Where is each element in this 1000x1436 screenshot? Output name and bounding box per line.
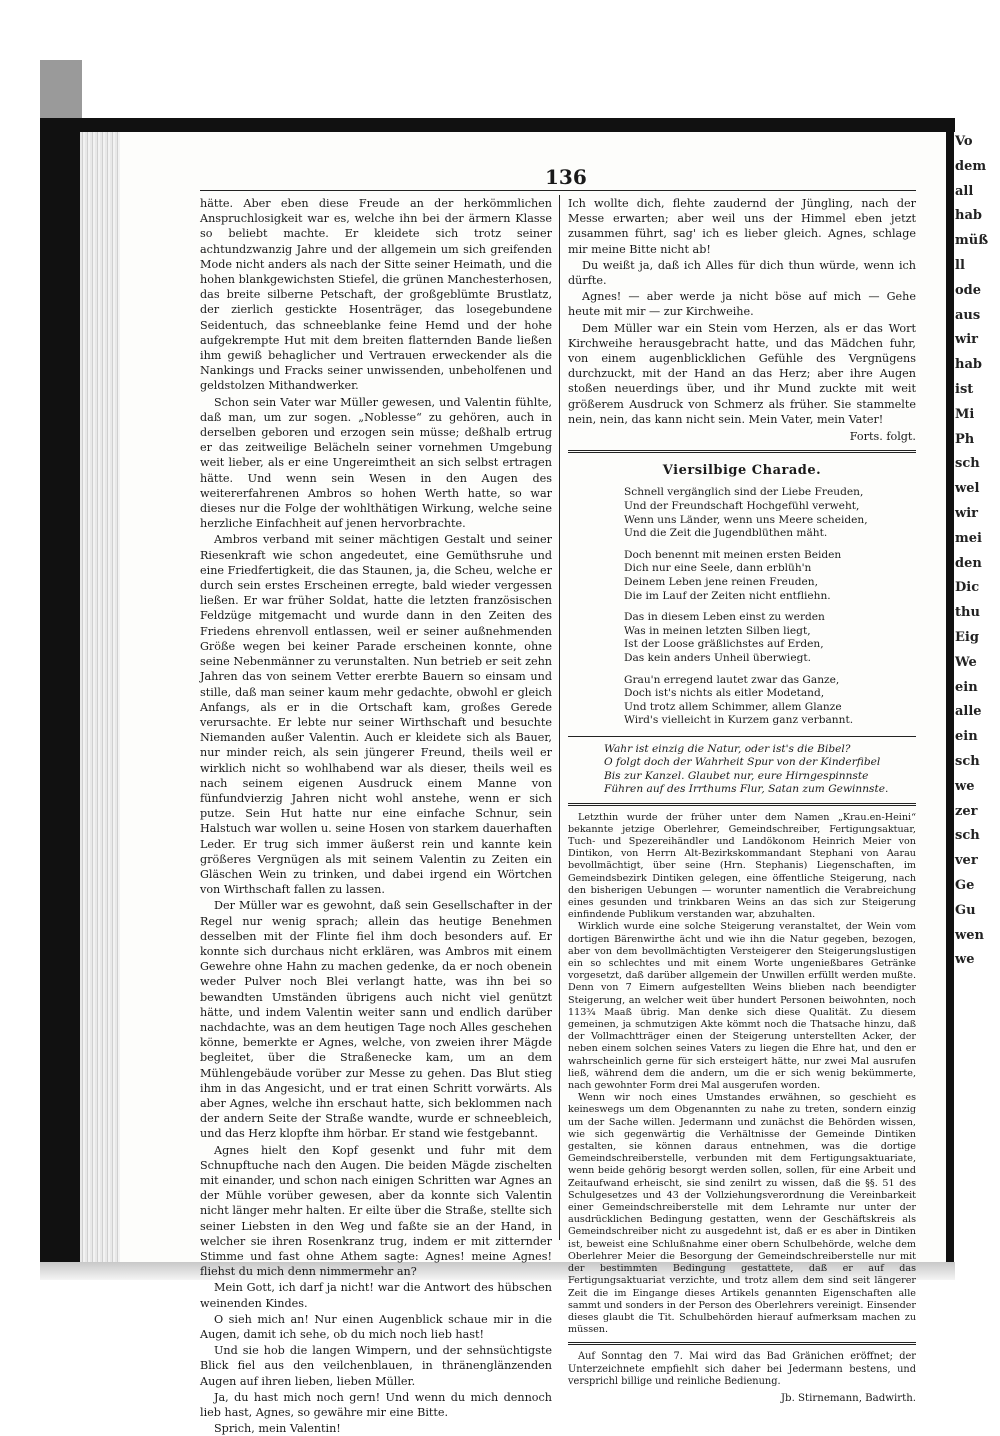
verse-line: Was in meinen letzten Silben liegt, <box>624 624 811 637</box>
fragment-line: ver <box>955 853 978 869</box>
page-number: 136 <box>545 165 587 189</box>
charade-title: Viersilbige Charade. <box>662 463 822 479</box>
fragment-line: wir <box>955 332 978 348</box>
scan-edge-right-bar <box>946 118 954 1263</box>
verse-line: O folgt doch der Wahrheit Spur von der Kinderfibel <box>604 756 881 769</box>
paragraph: Dem Müller war ein Stein vom Herzen, als er das Wort Kirchweihe herausgebracht hatte, und das Mädchen fuhr, von einem augenblicklichen Gefühle des Vergnügens durchzuckt, mit der Hand an das Herz; aber ihre Augen stoßen neuerdings über, und ihr Mund zuckte mit weit größerem Ausdruck von Schmerz als früher. Sie stammelte nein, nein, das kann nicht sein. Mein Vater, mein Vater! <box>568 321 916 426</box>
verse-line: Grau'n erregend lautet zwar das Ganze, <box>624 673 840 686</box>
right-column <box>568 196 916 1405</box>
fragment-line: hab <box>955 357 982 373</box>
fragment-line: ein <box>955 729 978 745</box>
verse-line: Bis zur Kanzel. Glaubet nur, eure Hirngespinnste <box>604 769 869 782</box>
advertisement-notice <box>568 1351 916 1405</box>
verse-line: Führen auf des Irrthums Flur, Satan zum Gewinnste. <box>604 783 889 796</box>
charade-stanza <box>624 674 916 728</box>
paragraph: O sieh mich an! Nur einen Augenblick schaue mir in die Augen, damit ich sehe, ob du mich noch lieb hast! <box>200 1312 552 1342</box>
fragment-line: wir <box>955 505 978 521</box>
charade-stanza <box>624 549 916 603</box>
verse-line: Ist der Loose gräßlichstes auf Erden, <box>624 638 824 651</box>
charade-stanza <box>624 611 916 665</box>
verse-line: Und die Zeit die Jugendblüthen mäht. <box>624 527 828 540</box>
verse-line: Doch benennt mit meinen ersten Beiden <box>624 548 842 561</box>
paragraph: Wenn wir noch eines Umstandes erwähnen, so geschieht es keineswegs um dem Obgenannten zu nahe zu treten, sondern einzig um der Sache willen. Jedermann und zunächst die Behörden wissen, wie sich gegenwärtig die Verhältnisse der Gemeinde Dintiken gestalten, sie können daraus entnehmen, was die dortige Gemeindschreiberstelle, verbunden mit dem Fertigungsaktuariate, wenn beide gehörig besorgt werden sollen, sollen, für eine Arbeit und Zeitaufwand erheischt, sie sind zenilrt zu wissen, daß die §§. 51 des Schulgesetzes und 43 der Vollziehungsverordnung die Vereinbarkeit einer Gemeindschreiberstelle mit dem Lehramte nur unter der ausdrücklichen Bedingung gestatten, wenn der Geschäftskreis als Gemeindschreiber nicht zu ausgedehnt ist, daß er es aber in Dintiken ist, beweist eine Schlußnahme einer obern Schulbehörde, welche dem Oberlehrer Meier die Besorgung der Gemeindschreiberstelle nur mit der bestimmten Bedingung gestattete, daß er auf das Fertigungsaktuariat verzichte, und trotz allem dem sind seit längerer Zeit die im Eingange dieses Artikels genannten Eigenschaften alle sammt und sonders in der Person des Oberlehrers vereinigt. Einsender dieses glaubt die Tit. Schulbehörden hierauf aufmerksam machen zu müssen. <box>568 1092 916 1336</box>
section-rule <box>568 1342 916 1345</box>
fragment-line: müß <box>955 233 989 249</box>
fragment-line: Ph <box>955 431 975 447</box>
scan-edge-top-bar <box>40 118 955 132</box>
verse-line: Die im Lauf der Zeiten nicht entfliehn. <box>624 589 831 602</box>
fragment-line: we <box>955 778 975 794</box>
fragment-line: ist <box>955 381 974 397</box>
fragment-line: Eig <box>955 629 979 645</box>
paragraph: Ambros verband mit seiner mächtigen Gestalt und seiner Riesenkraft wie schon angedeutet, eine Gemüthsruhe und eine Friedfertigkeit, die das Staunen, ja, die Scheu, welche er durch sein erstes Erscheinen erregte, bald wieder vergessen ließen. Er war früher Soldat, hatte die letzten französischen Feldzüge mitgemacht und wurde dann in den Zeiten des Friedens ehrenvoll entlassen, weil er seiner außnehmenden Größe wegen bei keiner Parade erscheinen konnte, ohne seine Nebenmänner zu verunstalten. Nun betrieb er seit zehn Jahren das von seinem Vetter ererbte Bauern so einsam und stille, daß man seiner kaum mehr gedachte, obwohl er gleich Anfangs, als er in die Ortschaft kam, großes Gerede verursachte. Er lebte nur seiner Wirthschaft und besuchte Niemanden außer Valentin. Auch er kleidete sich als Bauer, nur minder reich, als sein jüngerer Freund, theils weil er wirklich nicht so wohlhabend war als dieser, theils weil es nach seinem eigenen Ausdruck einem Manne von fünfundvierzig Jahren nicht wohl anstehe, wenn er sich putze. Sein Hut hatte nur eine einfache Schnur, sein Halstuch war wollen u. seine Hosen von starkem dauerhaften Leder. Er trug sich immer äußerst rein und kannte kein größeres Vergnügen als mit seinem Valentin zu Zeiten ein Gläschen Wein zu trinken, und dabei irgend ein Wörtchen von Wirthschaft fallen zu lassen. <box>200 533 552 897</box>
fragment-line: hab <box>955 208 982 224</box>
paragraph: Mein Gott, ich darf ja nicht! war die Antwort des hübschen weinenden Kindes. <box>200 1281 552 1310</box>
fragment-line: Dic <box>955 580 980 596</box>
fragment-line: mei <box>955 530 982 546</box>
paragraph: Du weißt ja, daß ich Alles für dich thun würde, wenn ich dürfte. <box>568 258 916 288</box>
fragment-line: We <box>955 654 977 670</box>
local-news-article <box>568 812 916 1337</box>
verse-line: Deinem Leben jene reinen Freuden, <box>624 576 818 589</box>
verse-line: Wenn uns Länder, wenn uns Meere scheiden, <box>624 513 868 526</box>
adjacent-page-fragment <box>955 130 1000 1280</box>
fragment-line: alle <box>955 704 982 720</box>
fragment-line: sch <box>955 753 980 769</box>
fragment-line: zer <box>955 803 978 819</box>
fragment-line: ll <box>955 257 965 273</box>
fragment-line: aus <box>955 307 981 323</box>
charade-stanza <box>624 486 916 540</box>
paragraph: Und sie hob die langen Wimpern, und der sehnsüchtigste Blick fiel aus den veilchenblauen, in thränenglänzenden Augen auf ihren lieben, lieben Müller. <box>200 1344 552 1388</box>
verse-line: Und trotz allem Schimmer, allem Glanze <box>624 700 842 713</box>
paragraph: Auf Sonntag den 7. Mai wird das Bad Gränichen eröffnet; der Unterzeichnete empfiehlt sich daher bei Jedermann bestens, und versprichl billige und reinliche Bedienung. <box>568 1351 916 1388</box>
paragraph: Schon sein Vater war Müller gewesen, und Valentin fühlte, daß man, um zur sogen. „Noblesse“ zu gehören, auch in derselben geboren und erzogen sein müsse; deßhalb ertrug er das zeitweilige Belächeln seiner vornehmen Umgebung weit lieber, als er eine Ungereimtheit an sich selbst ertragen hätte. Und wenn sein Wesen in den Augen des weitererfahrenen Ambros so hohen Werth hatte, so war dieses nur die Folge der wohlthätigen Wirkung, welche seine herzliche Einfachheit auf jenen hervorbrachte. <box>200 395 552 531</box>
fragment-line: sch <box>955 456 980 472</box>
verse-line: Und der Freundschaft Hochgefühl verweht, <box>624 500 860 513</box>
section-rule <box>568 450 916 453</box>
verse-line: Das in diesem Leben einst zu werden <box>624 611 825 624</box>
verse-line: Doch ist's nichts als eitler Modetand, <box>624 687 825 700</box>
fragment-line: ein <box>955 679 978 695</box>
left-column <box>200 196 552 1436</box>
verse-line: Dich nur eine Seele, dann erblüh'n <box>624 562 812 575</box>
fragment-line: den <box>955 555 982 571</box>
fragment-line: thu <box>955 605 980 621</box>
fragment-line: Mi <box>955 406 975 422</box>
verse-line: Wahr ist einzig die Natur, oder ist's die Bibel? <box>604 742 851 755</box>
paragraph: Agnes! — aber werde ja nicht böse auf mich — Gehe heute mit mir — zur Kirchweihe. <box>568 290 916 319</box>
fragment-line: Ge <box>955 877 975 893</box>
paragraph: Agnes hielt den Kopf gesenkt und fuhr mit dem Schnupftuche nach den Augen. Die beiden Mägde zischelten mit einander, und schon nach einigen Schritten war Agnes an der Mühle vorüber gewesen, aber da konnte sich Valentin nicht länger mehr halten. Er eilte über die Straße, stellte sich seiner Liebsten in den Weg und faßte sie an der Hand, in welcher sie ihren Rosenkranz trug, indem er mit zitternder Stimme und fast ohne Athem sagte: Agnes! meine Agnes! fliehst du mich denn nimmermehr an? <box>200 1143 552 1279</box>
fragment-line: wen <box>955 927 984 943</box>
scan-edge-left <box>40 118 80 1278</box>
header-rule <box>200 190 916 191</box>
paragraph: Ja, du hast mich noch gern! Und wenn du mich dennoch lieb hast, Agnes, so gewähre mir eine Bitte. <box>200 1390 552 1420</box>
verse-line: Wird's vielleicht in Kurzem ganz verbannt. <box>624 714 854 727</box>
paragraph: Letzthin wurde der früher unter dem Namen „Krau.en-Heini“ bekannte jetzige Oberlehrer, Gemeindschreiber, Fertigungsaktuar, Tuch- und Spezereihändler und Landökonom Heinrich Meier von Dintikon, von Herrn Alt-Bezirkskommandant Stephani von Aarau bevollmächtigt, über seine (Hrn. Stephanis) Liegenschaften, im Gemeindsbezirk Dintiken gelegen, eine öffentliche Steigerung, nach den bisherigen Uebungen — worunter namentlich die Verabreichung eines gesunden und trinkbaren Weins an das sich zur Steigerung einfindende Publikum verstanden war, abzuhalten. <box>568 811 916 921</box>
section-rule <box>568 736 916 737</box>
fragment-line: sch <box>955 828 980 844</box>
fragment-line: wel <box>955 481 980 497</box>
verse-question <box>604 743 916 797</box>
fragment-line: Vo <box>955 134 973 149</box>
advertisement-signature: Jb. Stirnemann, Badwirth. <box>780 1392 916 1404</box>
fragment-line: we <box>955 952 975 968</box>
fragment-line: ode <box>955 282 982 298</box>
fragment-line: all <box>955 183 974 199</box>
paragraph: Der Müller war es gewohnt, daß sein Gesellschafter in der Regel nur wenig sprach; allein das heutige Benehmen desselben mit der Flinte fiel ihm doch besonders auf. Er konnte sich durchaus nicht erklären, was Ambros mit einem Gewehre ohne Hahn zu machen gedenke, da er noch obenein weder Pulver noch Blei verlangt hatte, was ihn bei so bewandten Umständen übrigens auch nicht viel genützt hätte, und indem Valentin weiter sann und endlich darüber nachdachte, was an dem heutigen Tage noch Alles geschehen könne, bemerkte er Agnes, welche, von zweien ihrer Mägde begleitet, über die Straßenecke kam, um an dem Mühlengebäude vorüber zur Messe zu gehen. Das Blut stieg ihm in das Angesicht, und er trat einen Schritt vorwärts. Als aber Agnes, welche ihn erschaut hatte, sich beklommen nach der andern Seite der Straße wandte, wurde er schneebleich, und das Herz klopfte ihm hörbar. Er stand wie festgebannt. <box>200 899 552 1141</box>
paragraph: Wirklich wurde eine solche Steigerung veranstaltet, der Wein vom dortigen Bärenwirthe ächt und wie ihn die Natur gegeben, bezogen, aber von dem bevollmächtigten Versteigerer den Steigerungslustigen ein so schlechtes und mit einem Worte ungenießbares Getränke vorgesetzt, daß darüber allgemein der Unwillen erfüllt werden mußte. Denn von 7 Eimern aufgestellten Weins blieben nach beendigter Steigerung, an welcher weit über hundert Personen beiwohnten, noch 113¾ Maaß übrig. Man denke sich diese Qualität. Zu diesem gemeinen, ja schmutzigen Akte kömmt noch die Thatsache hinzu, daß der Vollmachtträger einen der Steigerung unterstellten Acker, der neben einem solchen seines Vaters zu liegen die Ehre hat, und den er wahrscheinlich gerne für sich ersteigert hätte, nur zwei Mal ausrufen ließ, während dem die andern, um die er sich wenig bekümmerte, nach gewohnter Form drei Mal ausgerufen worden. <box>568 921 916 1092</box>
column-divider <box>559 195 560 1240</box>
fragment-line: dem <box>955 158 987 174</box>
paragraph: Ich wollte dich, flehte zaudernd der Jüngling, nach der Messe erwarten; aber weil uns der Himmel eben jetzt zusammen führt, sag' ich es lieber gleich. Agnes, schlage mir meine Bitte nicht ab! <box>568 197 916 256</box>
book-gutter <box>80 130 120 1280</box>
verse-line: Schnell vergänglich sind der Liebe Freuden, <box>624 486 864 499</box>
continued-note: Forts. folgt. <box>849 430 916 444</box>
paragraph: hätte. Aber eben diese Freude an der herkömmlichen Anspruchlosigkeit war es, welche ihn bei der ärmern Klasse so beliebt machte. Er kleidete sich trotz seiner achtundzwanzig Jahre und der allgemein um sich greifenden Mode nicht anders als nach der Sitte seiner Heimath, und die hohen blankgewichsten Stiefel, die grünen Manchesterhosen, das breite silberne Petschaft, der großgeblümte Brustlatz, der zierlich gestickte Hosenträger, das losegebundene Seidentuch, das schneeblanke feine Hemd und der hohe aufgekrempte Hut mit dem breiten flatternden Bande ließen ihm gewiß behaglicher und Vertrauen erweckender als die Nankings und Fracks seiner unwissenden, unbeholfenen und geldstolzen Mithandwerker. <box>200 197 552 393</box>
paragraph: Sprich, mein Valentin! <box>214 1422 341 1436</box>
fragment-line: Gu <box>955 902 976 918</box>
section-rule <box>568 803 916 806</box>
verse-line: Das kein anders Unheil überwiegt. <box>624 651 811 664</box>
